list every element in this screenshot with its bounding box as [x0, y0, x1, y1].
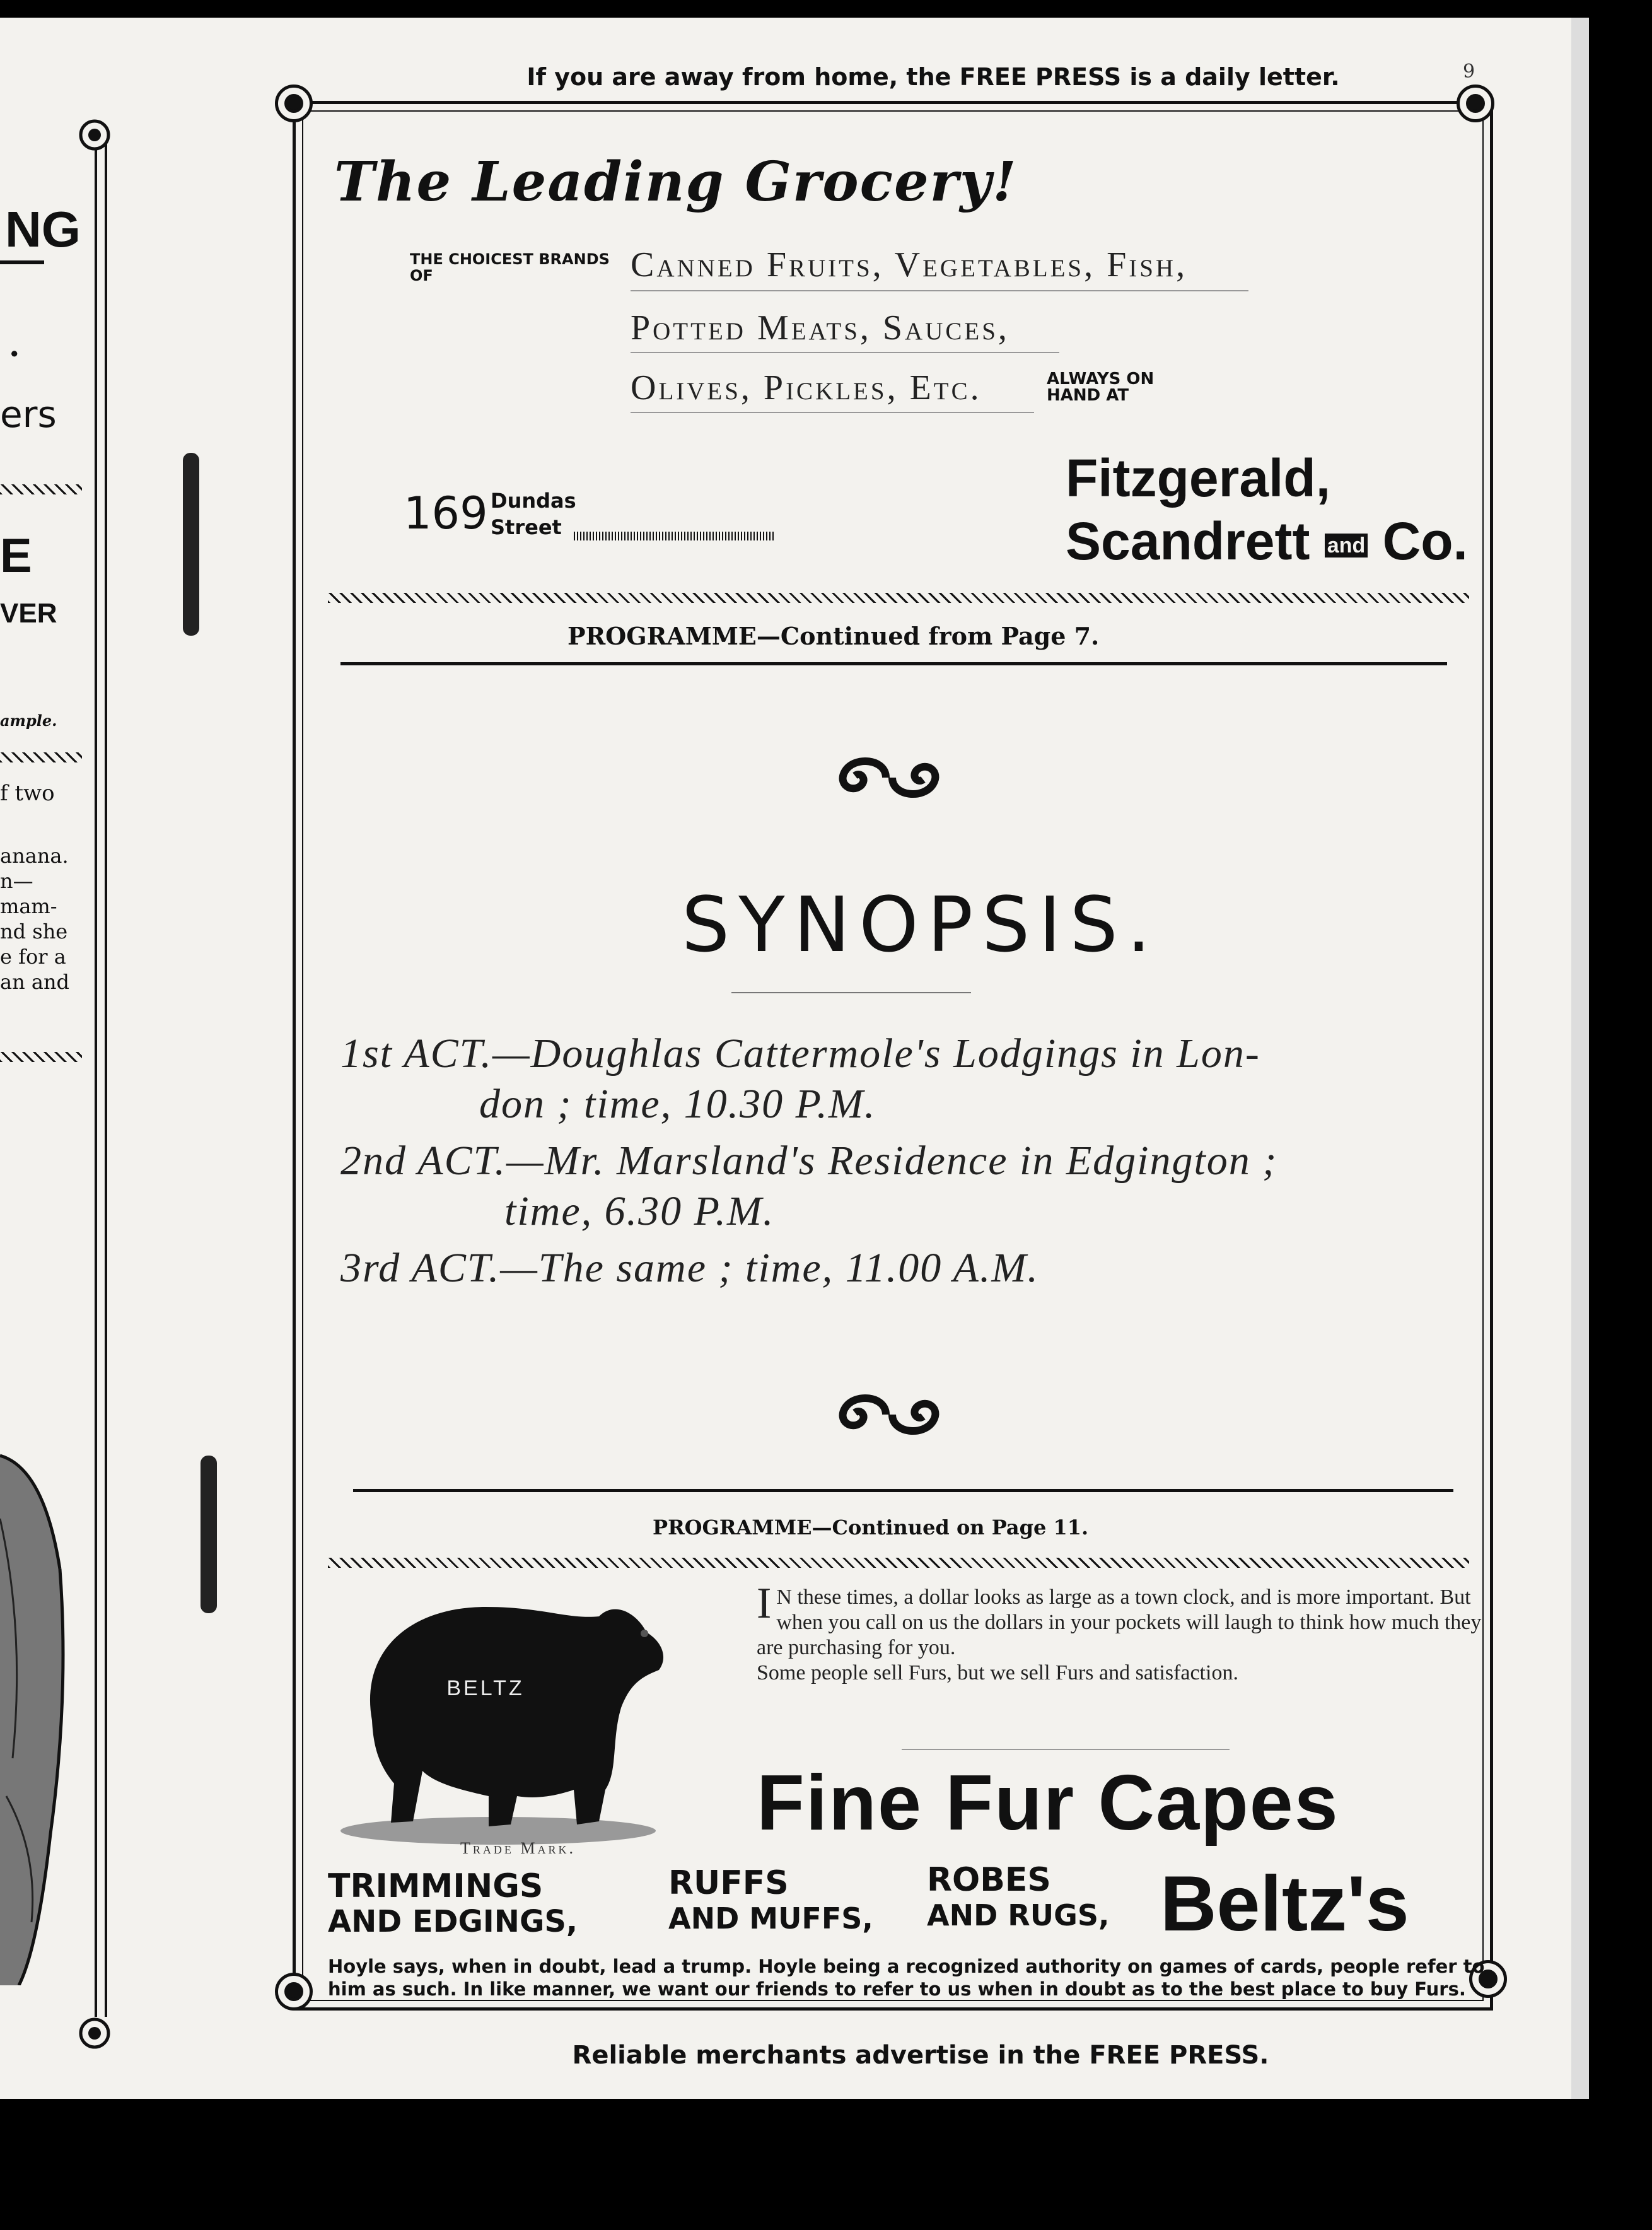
act-line: 1st ACT.—Doughlas Cattermole's Lodgings in Lon-: [340, 1030, 1260, 1077]
zigzag-divider: [328, 1558, 1469, 1568]
left-fragment-text: mam-: [0, 894, 57, 918]
address-number: 169: [404, 487, 488, 539]
fur-item: RUFFS AND MUFFS,: [668, 1864, 873, 1935]
header-tagline: If you are away from home, the FREE PRESS is a daily letter.: [526, 63, 1340, 91]
leader-dots: [574, 532, 776, 540]
binding-mark: [183, 453, 199, 636]
fur-item: TRIMMINGS AND EDGINGS,: [328, 1867, 578, 1939]
corner-ornament-icon: [1457, 85, 1494, 122]
grocery-line: Canned Fruits, Vegetables, Fish,: [631, 245, 1188, 284]
corner-ornament-icon: [275, 85, 313, 122]
zigzag-divider: [328, 593, 1469, 603]
corner-ornament-icon: [78, 119, 111, 151]
trade-mark-label: Trade Mark.: [460, 1839, 576, 1857]
left-page-border: [95, 131, 107, 2017]
fur-headline: Fine Fur Capes: [757, 1760, 1339, 1847]
left-fragment-text: ample.: [0, 711, 57, 730]
hoyle-text: Hoyle says, when in doubt, lead a trump. Hoyle being a recognized authority on games of cards, people refer to him as such. In like manner, we want our friends to refer to us when in doubt as to the best place to buy Furs.: [328, 1956, 1485, 2000]
fur-item: ROBES AND RUGS,: [927, 1861, 1110, 1932]
grocery-title: The Leading Grocery!: [334, 150, 1018, 214]
page-number: 9: [1463, 61, 1475, 83]
page-edge: [1571, 18, 1589, 2099]
act-line: 2nd ACT.—Mr. Marsland's Residence in Edgington ;: [340, 1138, 1278, 1184]
left-page-fragment: [0, 18, 164, 2099]
corner-ornament-icon: [275, 1973, 313, 2011]
thin-rule: [731, 992, 971, 993]
binding-mark: [201, 1456, 217, 1613]
corner-ornament-icon: [78, 2017, 111, 2050]
left-fragment-text: NG: [5, 201, 81, 257]
act-line: time, 6.30 P.M.: [504, 1188, 775, 1234]
bear-label: BELTZ: [446, 1676, 525, 1700]
bear-trademark-illustration: [334, 1582, 687, 1859]
rule-line: [340, 662, 1447, 665]
illustration-figure: [0, 1443, 69, 1985]
synopsis-title: SYNOPSIS.: [682, 882, 1160, 969]
always-on-hand-label: ALWAYS ON HAND AT: [1047, 370, 1155, 405]
thin-rule: [902, 1749, 1230, 1750]
left-fragment-text: .: [9, 327, 20, 364]
footer-tagline: Reliable merchants advertise in the FREE PRESS.: [572, 2041, 1269, 2070]
address-street: Dundas Street: [491, 489, 576, 539]
fur-brand: Beltz's: [1160, 1860, 1409, 1947]
left-fragment-text: E: [0, 529, 32, 583]
left-fragment-text: VER: [0, 598, 57, 629]
grocery-line: Potted Meats, Sauces,: [631, 308, 1009, 347]
act-line: don ; time, 10.30 P.M.: [479, 1081, 876, 1127]
programme-continued-from: PROGRAMME—Continued from Page 7.: [567, 622, 1100, 650]
left-fragment-text: ers: [0, 393, 57, 436]
act-line: 3rd ACT.—The same ; time, 11.00 A.M.: [340, 1245, 1039, 1291]
left-fragment-text: anana.: [0, 844, 69, 868]
programme-continued-on: PROGRAMME—Continued on Page 11.: [653, 1515, 1089, 1539]
choicest-brands-label: THE CHOICEST BRANDS OF: [410, 250, 610, 284]
swirl-ornament-icon: [826, 1386, 952, 1443]
fur-ad-body: I N these times, a dollar looks as large as a town clock, and is more important. But when you call on us the dollars in your pockets will laugh to think how much they are purchasing for you. Some people sell Furs, but we sell Furs and satisfaction.: [757, 1579, 1482, 1684]
left-fragment-text: n—: [0, 869, 33, 893]
rule-line: [353, 1489, 1453, 1492]
main-page: [271, 18, 1570, 2099]
left-fragment-text: an and: [0, 970, 70, 994]
left-fragment-text: f two: [0, 781, 55, 806]
grocery-line: Olives, Pickles, Etc.: [631, 368, 982, 407]
left-fragment-text: e for a: [0, 945, 66, 969]
grocery-firm-name: Fitzgerald, Scandrett and Co.: [1066, 448, 1468, 571]
newspaper-page: [0, 18, 1571, 2099]
left-fragment-text: nd she: [0, 919, 68, 943]
swirl-ornament-icon: [826, 749, 952, 806]
